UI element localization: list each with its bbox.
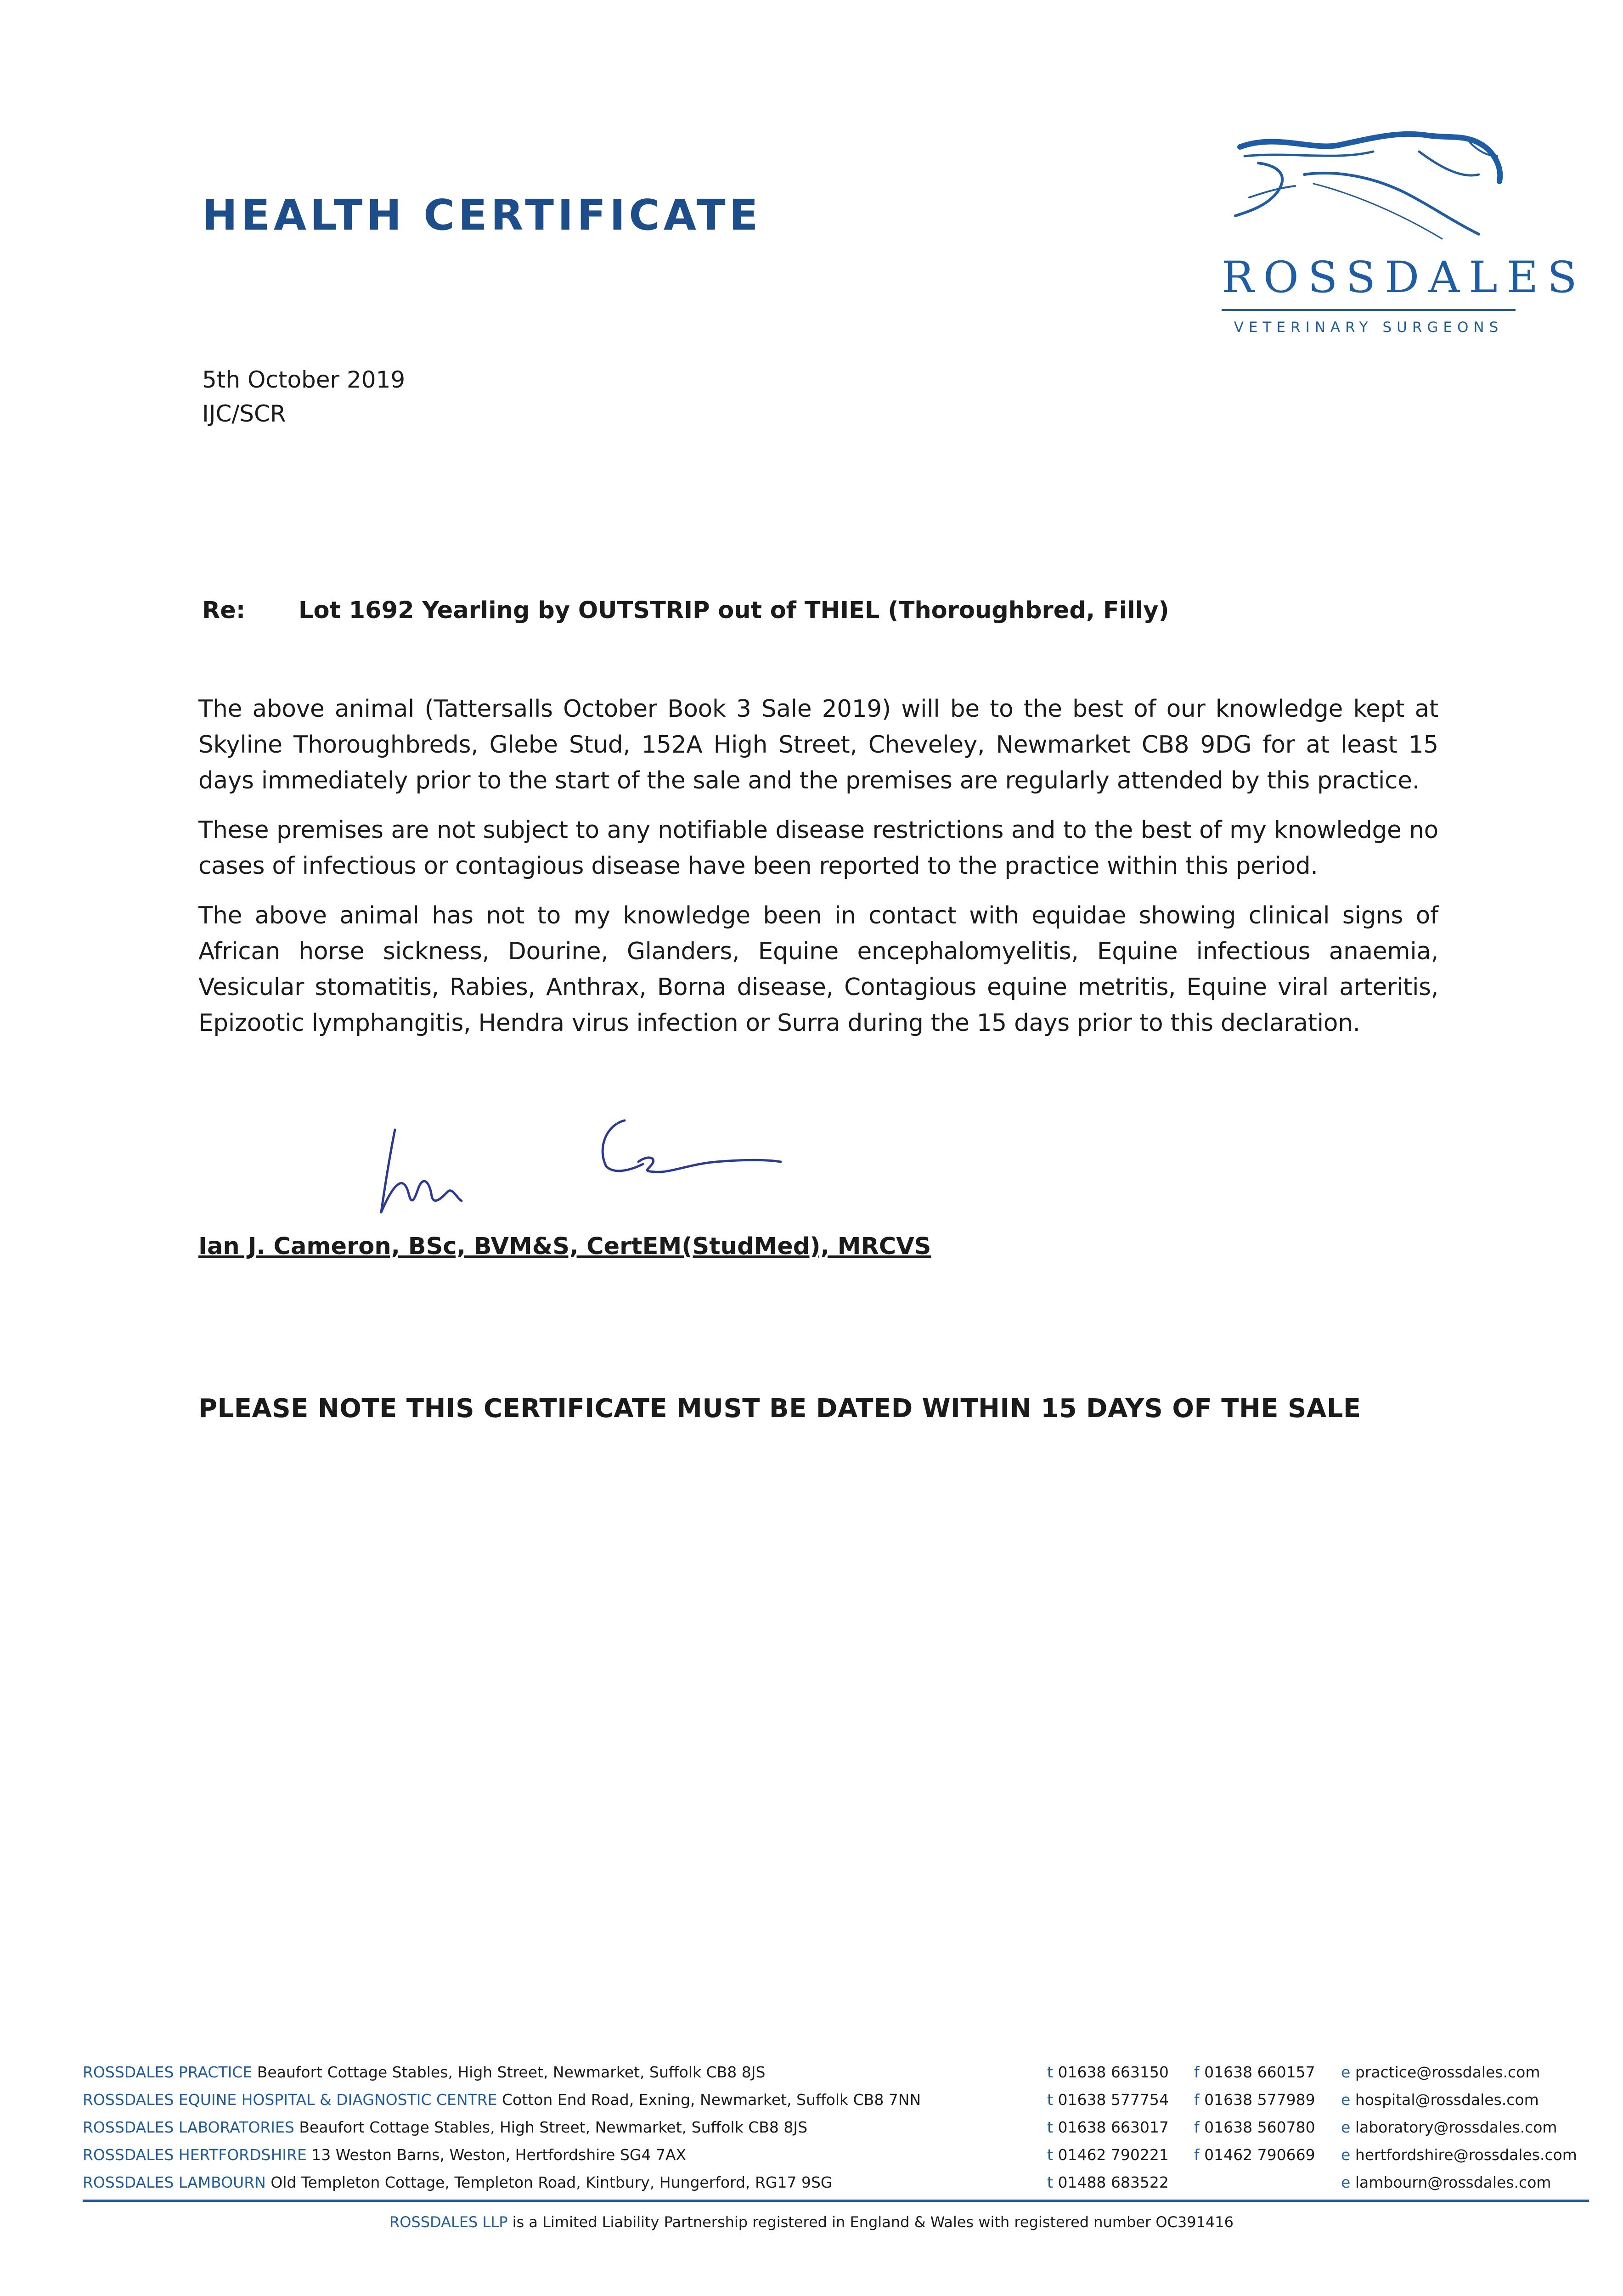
legal-company-name: ROSSDALES LLP <box>389 2213 508 2231</box>
footer-row <box>83 2114 1584 2141</box>
footer-phone: 01462 790221 <box>1058 2146 1169 2164</box>
footer-branch-address: Beaufort Cottage Stables, High Street, Newmarket, Suffolk CB8 8JS <box>299 2118 808 2136</box>
email-label: e <box>1341 2118 1351 2136</box>
footer-row <box>83 2169 1584 2196</box>
footer-branch-address: Cotton End Road, Exning, Newmarket, Suffolk CB8 7NN <box>502 2091 921 2109</box>
footer-branch-address: Old Templeton Cottage, Templeton Road, Kintbury, Hungerford, RG17 9SG <box>270 2173 833 2191</box>
logo-name: ROSSDALES <box>1222 253 1586 303</box>
fax-label: f <box>1194 2118 1200 2136</box>
footer-branch-address: 13 Weston Barns, Weston, Hertfordshire SG4 7AX <box>311 2146 687 2164</box>
certificate-note: PLEASE NOTE THIS CERTIFICATE MUST BE DATED WITHIN 15 DAYS OF THE SALE <box>198 1394 1361 1424</box>
subject-label: Re: <box>202 597 246 624</box>
phone-label: t <box>1047 2091 1053 2109</box>
footer-email[interactable]: practice@rossdales.com <box>1355 2063 1540 2081</box>
letter-date: 5th October 2019 <box>202 366 406 393</box>
body-paragraph: The above animal has not to my knowledge been in contact with equidae showing clinical signs of African horse sickness, Dourine, Glanders, Equine encephalomyelitis, Equine infectious anaemia, Vesicular stomatitis, Rabies, Anthrax, Borna disease, Contagious equine metritis, Equine viral arteritis, Epizootic lymphangitis, Hendra virus infection or Surra during the 15 days prior to this declaration. <box>198 902 1438 1037</box>
legal-notice <box>0 2213 1623 2231</box>
footer-addresses <box>83 2059 1584 2196</box>
footer-email[interactable]: laboratory@rossdales.com <box>1355 2118 1557 2136</box>
certificate-body <box>198 691 1438 1055</box>
page-title: HEALTH CERTIFICATE <box>202 191 762 240</box>
horse-logo-icon <box>1222 124 1516 248</box>
footer-branch-name: ROSSDALES LAMBOURN <box>83 2173 266 2191</box>
fax-label: f <box>1194 2146 1200 2164</box>
footer-phone: 01638 577754 <box>1058 2091 1169 2109</box>
footer-phone: 01488 683522 <box>1058 2173 1169 2191</box>
fax-label: f <box>1194 2063 1200 2081</box>
email-label: e <box>1341 2173 1351 2191</box>
email-label: e <box>1341 2091 1351 2109</box>
footer-branch-address: Beaufort Cottage Stables, High Street, Newmarket, Suffolk CB8 8JS <box>257 2063 766 2081</box>
footer-fax: 01638 560780 <box>1204 2118 1315 2136</box>
footer-branch-name: ROSSDALES PRACTICE <box>83 2063 253 2081</box>
footer-email[interactable]: lambourn@rossdales.com <box>1355 2173 1551 2191</box>
phone-label: t <box>1047 2146 1053 2164</box>
footer-branch-name: ROSSDALES LABORATORIES <box>83 2118 294 2136</box>
letter-meta <box>202 363 405 431</box>
footer-row <box>83 2086 1584 2114</box>
subject-line <box>202 597 1169 624</box>
handwritten-signature <box>367 1111 827 1232</box>
email-label: e <box>1341 2146 1351 2164</box>
phone-label: t <box>1047 2118 1053 2136</box>
letter-reference: IJC/SCR <box>202 400 286 427</box>
footer-row <box>83 2059 1584 2086</box>
footer-branch-name: ROSSDALES HERTFORDSHIRE <box>83 2146 307 2164</box>
rossdales-logo <box>1208 124 1586 354</box>
footer-fax: 01638 660157 <box>1204 2063 1315 2081</box>
fax-label: f <box>1194 2091 1200 2109</box>
footer-phone: 01638 663150 <box>1058 2063 1169 2081</box>
footer-phone: 01638 663017 <box>1058 2118 1169 2136</box>
email-label: e <box>1341 2063 1351 2081</box>
phone-label: t <box>1047 2173 1053 2191</box>
footer-divider <box>83 2200 1589 2202</box>
footer-fax: 01462 790669 <box>1204 2146 1315 2164</box>
phone-label: t <box>1047 2063 1053 2081</box>
footer-fax: 01638 577989 <box>1204 2091 1315 2109</box>
body-paragraph: The above animal (Tattersalls October Book 3 Sale 2019) will be to the best of our knowledge kept at Skyline Thoroughbreds, Glebe Stud, 152A High Street, Cheveley, Newmarket CB8 9DG for at least 15 days immediately prior to the start of the sale and the premises are regularly attended by this practice. <box>198 695 1438 794</box>
body-paragraph: These premises are not subject to any notifiable disease restrictions and to the best of my knowledge no cases of infectious or contagious disease have been reported to the practice within this period. <box>198 816 1438 880</box>
signer-name: Ian J. Cameron, BSc, BVM&S, CertEM(StudMed), MRCVS <box>198 1233 931 1260</box>
footer-email[interactable]: hospital@rossdales.com <box>1355 2091 1539 2109</box>
footer-email[interactable]: hertfordshire@rossdales.com <box>1355 2146 1577 2164</box>
logo-divider <box>1222 309 1516 311</box>
footer-branch-name: ROSSDALES EQUINE HOSPITAL & DIAGNOSTIC CENTRE <box>83 2091 497 2109</box>
legal-text: is a Limited Liability Partnership registered in England & Wales with registered number OC391416 <box>512 2213 1234 2231</box>
logo-subtitle: VETERINARY SURGEONS <box>1234 319 1504 336</box>
footer-row <box>83 2141 1584 2169</box>
subject-text: Lot 1692 Yearling by OUTSTRIP out of THIEL (Thoroughbred, Filly) <box>299 597 1169 624</box>
